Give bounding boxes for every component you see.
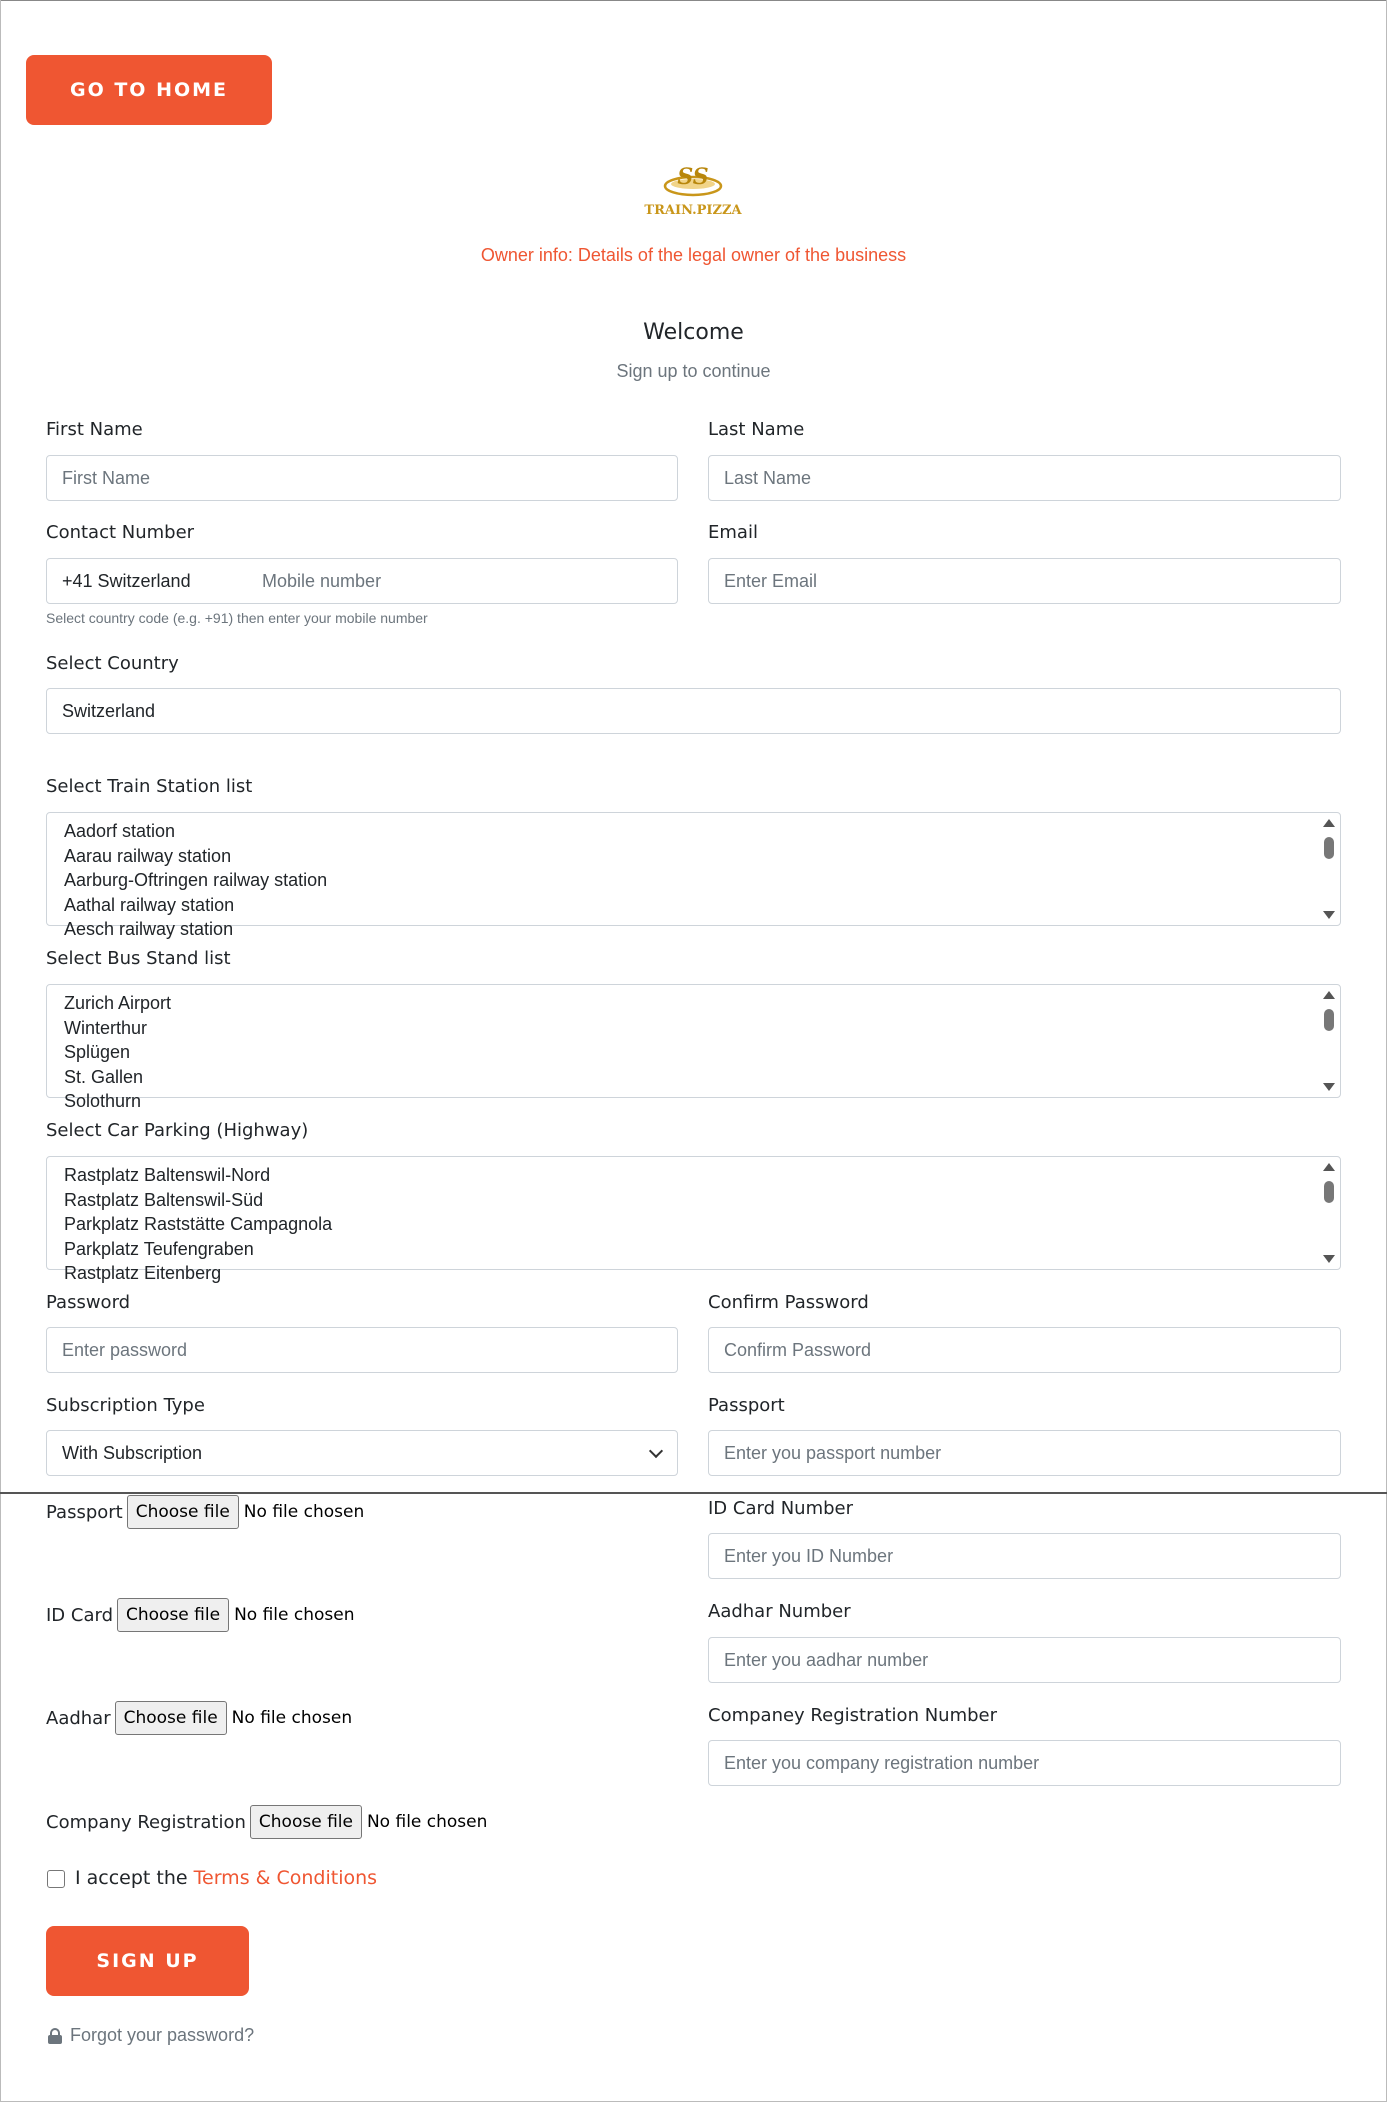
passport-file-status: No file chosen — [243, 1502, 365, 1522]
email-label: Email — [708, 522, 758, 543]
email-input[interactable] — [708, 558, 1341, 604]
passport-choose-file-button[interactable]: Choose file — [127, 1495, 239, 1529]
list-item[interactable]: Parkplatz Raststätte Campagnola — [64, 1214, 333, 1234]
list-item[interactable]: Aarburg-Oftringen railway station — [64, 870, 328, 890]
train-pizza-logo — [643, 158, 743, 226]
list-item[interactable]: Winterthur — [64, 1017, 148, 1038]
list-item[interactable]: Rastplatz Eitenberg — [64, 1263, 222, 1283]
car-parking-label: Select Car Parking (Highway) — [46, 1120, 309, 1141]
id-card-number-label: ID Card Number — [708, 1498, 854, 1519]
company-choose-file-button[interactable]: Choose file — [250, 1805, 362, 1839]
scroll-thumb[interactable] — [1324, 1181, 1334, 1203]
list-item[interactable]: Splügen — [64, 1042, 131, 1062]
scrollbar[interactable] — [1322, 1161, 1336, 1265]
scrollbar[interactable] — [1322, 817, 1336, 921]
terms-prefix: I accept the — [75, 1867, 194, 1889]
aadhar-number-placeholder: Enter you aadhar number — [724, 1649, 929, 1670]
contact-number-label: Contact Number — [46, 522, 195, 543]
list-item[interactable]: Rastplatz Baltenswil-Nord — [64, 1165, 271, 1185]
first-name-label: First Name — [46, 419, 143, 440]
list-item[interactable]: Rastplatz Baltenswil-Süd — [64, 1189, 264, 1210]
company-registration-file-label: Company Registration — [46, 1811, 246, 1833]
passport-label: Passport — [708, 1395, 785, 1416]
list-item[interactable]: Aadorf station — [64, 821, 176, 841]
last-name-input[interactable] — [708, 455, 1341, 501]
aadhar-file-upload — [46, 1701, 352, 1735]
list-item[interactable]: St. Gallen — [64, 1066, 144, 1087]
first-name-input[interactable] — [46, 455, 678, 501]
last-name-label: Last Name — [708, 419, 805, 440]
aadhar-number-label: Aadhar Number — [708, 1601, 851, 1622]
id-card-number-input[interactable] — [708, 1533, 1341, 1579]
subscription-type-select[interactable] — [46, 1430, 678, 1476]
go-to-home-button[interactable]: GO TO HOME — [26, 55, 272, 125]
list-item[interactable]: Aarau railway station — [64, 845, 232, 866]
confirm-password-input[interactable] — [708, 1327, 1341, 1373]
passport-file-upload — [46, 1495, 364, 1529]
frame-border — [0, 0, 1387, 1]
aadhar-file-status: No file chosen — [231, 1708, 353, 1728]
passport-number-placeholder: Enter you passport number — [724, 1442, 942, 1463]
aadhar-number-input[interactable] — [708, 1637, 1341, 1683]
signup-subtitle: Sign up to continue — [616, 361, 771, 381]
terms-text — [75, 1867, 377, 1889]
chevron-down-icon — [649, 1444, 663, 1458]
id-card-file-label: ID Card — [46, 1604, 113, 1626]
company-registration-number-label: Companey Registration Number — [708, 1705, 998, 1726]
lock-icon — [48, 2028, 62, 2044]
aadhar-choose-file-button[interactable]: Choose file — [115, 1701, 227, 1735]
list-item[interactable]: Solothurn — [64, 1091, 142, 1111]
terms-link[interactable]: Terms & Conditions — [193, 1867, 378, 1889]
company-registration-file-upload — [46, 1805, 487, 1839]
frame-border — [0, 0, 1, 2102]
forgot-password-link[interactable] — [48, 2025, 254, 2046]
scroll-down-icon[interactable] — [1323, 1083, 1335, 1091]
forgot-password-text[interactable]: Forgot your password? — [70, 2025, 255, 2045]
scroll-down-icon[interactable] — [1323, 911, 1335, 919]
last-name-placeholder: Last Name — [724, 467, 812, 488]
terms-checkbox[interactable] — [47, 1870, 65, 1888]
scroll-up-icon[interactable] — [1323, 991, 1335, 999]
subscription-type-label: Subscription Type — [46, 1395, 205, 1416]
company-registration-number-placeholder: Enter you company registration number — [724, 1752, 1040, 1773]
scroll-up-icon[interactable] — [1323, 819, 1335, 827]
company-file-status: No file chosen — [366, 1812, 488, 1832]
passport-number-input[interactable] — [708, 1430, 1341, 1476]
scroll-up-icon[interactable] — [1323, 1163, 1335, 1171]
list-item[interactable]: Aathal railway station — [64, 894, 235, 915]
subscription-value: With Subscription — [62, 1442, 203, 1463]
company-registration-number-input[interactable] — [708, 1740, 1341, 1786]
owner-info-text: Owner info: Details of the legal owner of the business — [480, 245, 907, 265]
id-card-number-placeholder: Enter you ID Number — [724, 1545, 894, 1566]
password-placeholder: Enter password — [62, 1339, 188, 1360]
svg-text:SS: SS — [677, 164, 709, 190]
scroll-down-icon[interactable] — [1323, 1255, 1335, 1263]
scroll-thumb[interactable] — [1324, 1009, 1334, 1031]
country-code-select[interactable]: +41 Switzerland — [62, 570, 191, 591]
car-parking-listbox[interactable] — [46, 1156, 1341, 1283]
first-name-placeholder: First Name — [62, 467, 151, 488]
id-card-choose-file-button[interactable]: Choose file — [117, 1598, 229, 1632]
confirm-password-placeholder: Confirm Password — [724, 1339, 872, 1360]
password-label: Password — [46, 1292, 131, 1313]
email-placeholder: Enter Email — [724, 570, 818, 591]
password-input[interactable] — [46, 1327, 678, 1373]
svg-text:TRAIN.PIZZA: TRAIN.PIZZA — [644, 203, 742, 218]
mobile-number-placeholder: Mobile number — [262, 570, 382, 591]
train-station-listbox[interactable] — [46, 812, 1341, 939]
id-card-file-status: No file chosen — [234, 1605, 355, 1625]
confirm-password-label: Confirm Password — [708, 1292, 869, 1313]
welcome-heading: Welcome — [643, 320, 744, 345]
scroll-thumb[interactable] — [1324, 837, 1334, 859]
bus-stand-label: Select Bus Stand list — [46, 948, 231, 969]
country-select[interactable] — [46, 688, 1341, 734]
bus-stand-listbox[interactable] — [46, 984, 1341, 1111]
list-item[interactable]: Zurich Airport — [64, 993, 172, 1013]
aadhar-file-label: Aadhar — [46, 1707, 111, 1729]
list-item[interactable]: Aesch railway station — [64, 919, 234, 939]
sign-up-button[interactable]: SIGN UP — [46, 1926, 249, 1996]
list-item[interactable]: Parkplatz Teufengraben — [64, 1238, 254, 1259]
scrollbar[interactable] — [1322, 989, 1336, 1093]
country-value: Switzerland — [62, 700, 156, 721]
train-station-label: Select Train Station list — [46, 776, 253, 797]
contact-help-text: Select country code (e.g. +91) then enter your mobile number — [46, 610, 428, 626]
divider — [0, 1492, 1387, 1494]
contact-number-field[interactable] — [46, 558, 678, 604]
select-country-label: Select Country — [46, 653, 179, 674]
id-card-file-upload — [46, 1598, 355, 1632]
passport-file-label: Passport — [46, 1501, 123, 1523]
